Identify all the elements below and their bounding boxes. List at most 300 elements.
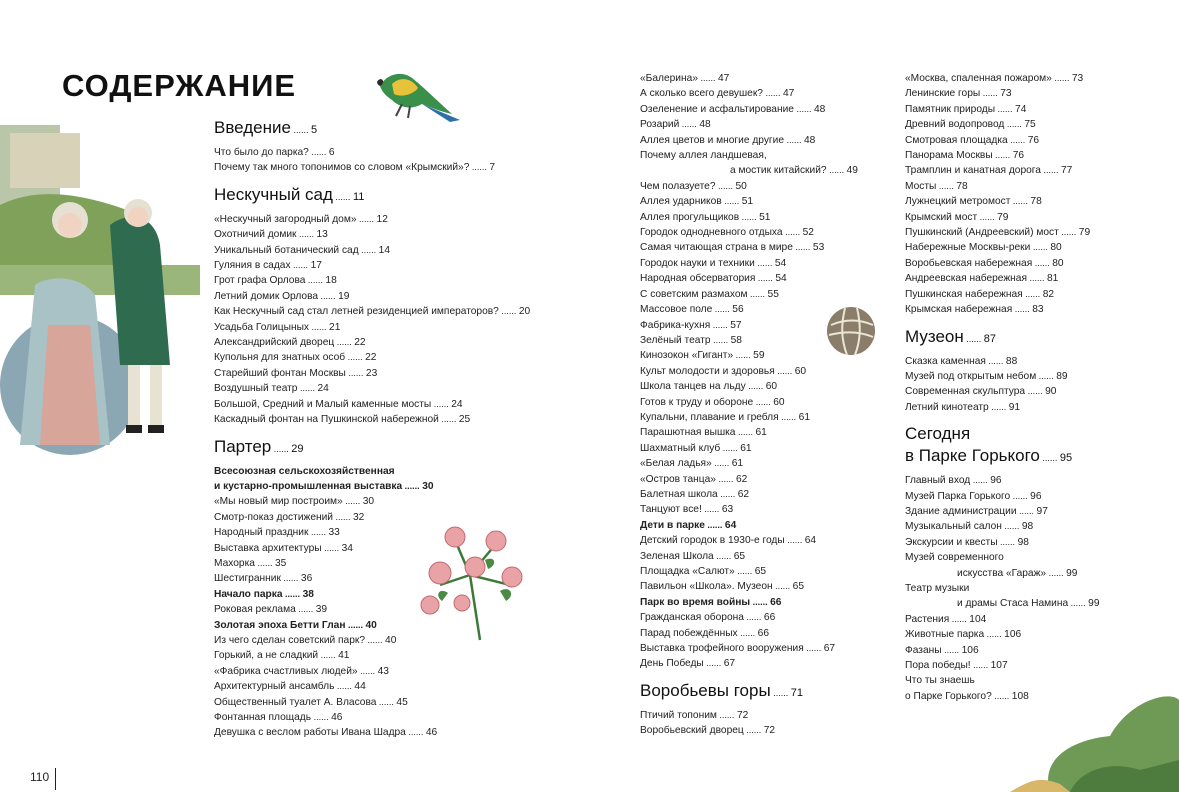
toc-page-number: 57 [730,319,742,331]
toc-page-number: 7 [489,162,496,174]
toc-entry-title: Самая читающая страна в мире [640,242,793,254]
toc-entry [905,179,1155,194]
toc-entry-title: «Мы новый мир построим» [214,496,343,508]
toc-leader: ...... [333,511,354,522]
toc-entry [214,679,574,694]
toc-entry [214,320,574,335]
toc-entry [214,258,574,273]
toc-entry-title: Фазаны [905,644,942,656]
toc-leader: ...... [991,690,1012,701]
toc-entry [905,287,1155,302]
toc-leader: ...... [715,473,736,484]
toc-entry-title: Аллея ударников [640,196,722,208]
toc-entry-title: Культ молодости и здоровья [640,365,775,377]
toc-entry-title: Горький, а не сладкий [214,650,319,662]
couple-in-park-illustration [0,125,200,465]
toc-entry-title: Розарий [640,119,680,131]
toc-leader: ...... [733,350,754,361]
toc-entry-title: Аллея цветов и многие другие [640,134,784,146]
toc-page-number: 67 [723,658,736,670]
toc-entry-title: Что ты знаешь [905,675,975,687]
toc-entry-title: Сказка каменная [905,355,986,367]
toc-leader: ...... [1025,386,1046,397]
toc-entry-title: Из чего сделан советский парк? [214,634,366,646]
toc-leader: ...... [992,150,1013,161]
toc-page-number: 50 [735,180,747,192]
toc-leader: ...... [305,275,326,286]
toc-entry-title: Парад побеждённых [640,627,738,639]
toc-entry [905,473,1155,488]
toc-entry-title: Почему аллея ландшевая, [640,150,767,162]
toc-page-number: 87 [983,332,997,345]
toc-entry [640,102,880,117]
toc-page-number: 82 [1042,288,1055,300]
toc-entry [905,271,1155,286]
toc-page-number: 61 [755,427,767,439]
toc-leader: ...... [710,334,731,345]
toc-entry-title: Парк во время войны [640,596,751,608]
toc-entry-title: Школа танцев на льду [640,381,746,393]
toc-page-number: 98 [1021,521,1034,533]
toc-entry [214,212,574,227]
toc-page-number: 47 [782,88,795,100]
toc-entry-title: Готов к труду и обороне [640,396,754,408]
toc-entry-title: Почему так много топонимов со словом «Крымский»? [214,162,470,174]
toc-leader: ...... [342,496,363,507]
toc-entry-title: Музей под открытым небом [905,370,1037,382]
toc-page-number: 5 [311,124,318,136]
toc-entry [214,602,574,617]
toc-entry [214,571,574,586]
toc-page-number: 60 [765,381,778,393]
toc-entry-title: Андреевская набережная [905,273,1027,285]
toc-page-number: 54 [774,257,787,269]
toc-entry-title: Фонтанная площадь [214,712,312,723]
toc-entry [905,225,1155,240]
toc-entry [905,148,1155,163]
toc-page-number: 54 [775,273,787,285]
toc-entry-title: Древний водопровод [905,119,1005,131]
toc-leader: ...... [936,180,957,191]
toc-page-number: 30 [362,496,375,508]
toc-page-number: 98 [1017,536,1029,548]
toc-entry [640,148,880,163]
toc-entry [905,133,1155,148]
toc-entry [905,240,1155,255]
toc-entry [905,210,1155,225]
toc-leader: ...... [679,119,700,130]
toc-entry [640,163,880,178]
toc-leader: ...... [318,290,339,301]
toc-page-number: 83 [1032,304,1044,316]
toc-entry-title: Птичий топоним [640,709,717,721]
toc-entry [640,379,880,394]
toc-entry [905,102,1155,117]
toc-leader: ...... [356,213,377,224]
toc-entry-title: Шестигранник [214,573,281,585]
toc-leader: ...... [703,658,724,669]
toc-entry-title: Нескучный сад [214,184,333,204]
toc-entry [214,479,574,494]
toc-leader: ...... [711,458,732,469]
toc-page-number: 63 [721,504,734,516]
toc-page-number: 43 [377,665,389,677]
toc-entry-title: Зеленая Школа [640,550,714,562]
toc-entry [640,626,880,641]
toc-entry [905,369,1155,384]
toc-page-number: 99 [1088,598,1100,610]
toc-entry [214,464,574,479]
toc-page-number: 40 [365,619,377,631]
toc-page-number: 21 [329,321,341,333]
toc-entry-title: Воробьевы горы [640,680,771,700]
toc-page-number: 6 [328,147,335,158]
toc-leader: ...... [697,73,718,83]
toc-leader: ...... [438,414,459,425]
toc-page-number: 56 [732,304,744,316]
toc-entry-title: Ленинские горы [905,88,981,100]
toc-entry-title: «Балерина» [640,73,698,84]
toc-leader: ...... [1068,598,1089,609]
toc-page-number: 18 [325,275,337,287]
toc-entry [905,400,1155,415]
toc-leader: ...... [963,333,984,344]
toc-entry [640,179,880,194]
toc-leader: ...... [772,581,793,592]
toc-leader: ...... [739,211,760,222]
toc-leader: ...... [720,442,741,453]
toc-page-number: 48 [804,134,816,146]
toc-entry [905,550,1155,565]
toc-page-number: 59 [753,350,765,362]
toc-section-heading [905,326,1155,350]
toc-entry-title: Введение [214,118,291,137]
toc-leader: ...... [985,355,1006,366]
toc-leader: ...... [980,88,1001,99]
toc-entry [640,240,880,255]
toc-entry-title: искусства «Гараж» [957,567,1047,579]
toc-page-number: 51 [759,211,771,223]
toc-entry [905,489,1155,504]
toc-leader: ...... [721,196,742,207]
toc-entry [640,117,880,132]
toc-entry [214,397,574,412]
toc-page-number: 104 [969,613,987,625]
toc-page-number: 88 [1005,355,1018,367]
toc-entry-title: Растения [905,613,950,625]
toc-leader: ...... [357,665,378,676]
toc-entry [640,364,880,379]
toc-page-number: 62 [735,473,748,485]
toc-entry [640,579,880,594]
toc-entry-title: Дети в парке [640,519,705,531]
toc-entry-title: Александрийский дворец [214,337,335,349]
toc-page-number: 19 [338,290,350,302]
toc-leader: ...... [997,536,1018,547]
toc-page-number: 47 [717,73,730,84]
toc-entry [640,456,880,471]
toc-entry [640,333,880,348]
toc-entry-title: Роковая реклама [214,604,296,616]
toc-page-number: 95 [1059,452,1073,465]
toc-page-number: 13 [316,229,328,241]
toc-entry-title: Что было до парка? [214,147,309,158]
toc-leader: ...... [1004,119,1025,130]
toc-page-number: 72 [763,725,776,737]
toc-entry-title: Выставка трофейного вооружения [640,643,804,655]
toc-leader: ...... [365,634,386,645]
toc-page-number: 74 [1015,103,1027,115]
toc-section-heading [214,184,574,208]
toc-leader: ...... [715,180,736,191]
toc-entry [905,535,1155,550]
toc-entry-title: Усадьба Голицыных [214,321,310,333]
toc-page-number: 22 [365,352,377,364]
toc-leader: ...... [782,227,803,238]
toc-entry-title: Золотая эпоха Бетти Глан [214,619,346,631]
toc-leader: ...... [1026,273,1047,284]
toc-entry-title: Лужнецкий метромост [905,196,1011,208]
toc-section-heading [640,680,880,704]
toc-entry-title: Каскадный фонтан на Пушкинской набережной [214,414,439,426]
toc-entry-title: Гуляния в садах [214,260,291,272]
toc-entry [905,117,1155,132]
toc-entry-title: Шахматный клуб [640,442,721,454]
toc-leader: ...... [745,381,766,392]
toc-page-number: 90 [1045,386,1057,398]
toc-entry [214,556,574,571]
toc-page-number: 48 [699,119,711,131]
toc-leader: ...... [1010,490,1031,501]
toc-page-number: 61 [740,442,752,454]
toc-entry-title: Памятник природы [905,103,996,115]
toc-entry [640,595,880,610]
toc-column-2 [640,71,880,739]
toc-page-number: 65 [733,550,746,562]
toc-page-number: 79 [997,211,1009,223]
toc-page-number: 97 [1036,505,1048,517]
toc-entry [905,689,1155,704]
toc-entry [640,256,880,271]
toc-entry [214,618,574,633]
toc-entry-title: Гражданская оборона [640,612,744,624]
toc-page-number: 65 [792,581,804,593]
toc-entry [214,412,574,427]
toc-leader: ...... [1016,505,1037,516]
toc-page-number: 79 [1078,227,1091,239]
toc-page-number: 61 [731,458,744,470]
toc-entry [214,541,574,556]
toc-entry [640,210,880,225]
toc-page-number: 29 [291,442,304,455]
toc-entry-title: Озеленение и асфальтирование [640,103,794,115]
toc-leader: ...... [754,257,775,268]
toc-page-number: 44 [354,681,366,693]
toc-leader: ...... [984,629,1005,640]
toc-entry-title: Купольня для знатных особ [214,352,346,364]
toc-entry [905,354,1155,369]
toc-entry-title: Крымский мост [905,211,978,223]
toc-entry-title: Павильон «Школа». Музеон [640,581,773,593]
toc-entry [214,160,574,175]
toc-column-3 [905,71,1155,704]
toc-leader: ...... [988,401,1009,412]
toc-page-number: 23 [365,367,378,379]
toc-entry [640,71,880,86]
toc-entry [640,518,880,533]
toc-page-number: 53 [812,242,825,254]
toc-page-number: 71 [790,686,803,699]
toc-entry [214,243,574,258]
toc-leader: ...... [280,573,301,584]
toc-page-number: 41 [338,650,350,662]
toc-leader: ...... [282,588,303,599]
toc-page-number: 106 [961,644,979,656]
toc-entry-title: Купальни, плавание и гребля [640,411,779,423]
toc-entry [640,410,880,425]
toc-leader: ...... [750,596,771,607]
toc-page-number: 11 [352,190,365,203]
toc-page-number: 36 [300,573,313,585]
toc-entry [640,318,880,333]
toc-leader: ...... [469,162,490,173]
toc-leader: ...... [295,604,316,615]
toc-page-number: 72 [736,709,749,721]
page-number: 110 [30,770,50,784]
toc-entry-title: Смотровая площадка [905,134,1008,146]
toc-entry [640,723,880,738]
toc-entry-title: Панорама Москвы [905,150,993,162]
toc-page-number: 52 [802,227,814,239]
toc-entry-title: Народная обсерватория [640,273,756,285]
toc-page-number: 51 [741,196,754,208]
toc-section-heading [214,436,574,460]
toc-entry [905,504,1155,519]
toc-entry [214,525,574,540]
toc-page-number: 39 [315,604,328,616]
toc-page-number: 38 [302,588,314,600]
toc-entry [214,695,574,710]
toc-page-number: 78 [956,180,968,192]
toc-leader: ...... [793,103,814,114]
toc-leader: ...... [1039,453,1060,464]
toc-entry-title: о Парке Горького? [905,690,992,702]
toc-entry-title: Музыкальный салон [905,521,1002,533]
toc-leader: ...... [1051,73,1072,83]
toc-leader: ...... [735,427,756,438]
toc-leader: ...... [1010,196,1031,207]
toc-entry [640,533,880,548]
toc-page-number: 65 [754,566,767,577]
toc-page-number: 58 [730,334,742,346]
toc-entry [905,384,1155,399]
toc-entry [905,643,1155,658]
toc-page-number: 24 [451,398,463,410]
toc-entry-title: Балетная школа [640,488,718,500]
toc-entry [640,425,880,440]
toc-leader: ...... [701,504,722,515]
toc-entry-title: Смотр-показ достижений [214,511,333,523]
toc-entry [905,581,1155,596]
toc-leader: ...... [774,365,795,376]
toc-entry [214,366,574,381]
toc-leader: ...... [1001,521,1022,532]
toc-entry-title: Городок науки и техники [640,257,755,269]
toc-entry-title: и кустарно-промышленная выставка [214,480,403,492]
toc-leader: ...... [970,475,991,486]
toc-leader: ...... [309,321,330,332]
toc-entry-title: Махорка [214,557,255,569]
toc-leader: ...... [941,644,962,655]
toc-entry [214,381,574,396]
toc-entry [640,549,880,564]
toc-entry-title: «Белая ладья» [640,458,712,470]
toc-page-number: 24 [317,383,329,395]
toc-leader: ...... [308,147,329,157]
toc-leader: ...... [334,337,355,348]
toc-page-number: 46 [425,727,438,739]
toc-entry [640,395,880,410]
toc-page-number: 64 [724,519,737,531]
toc-leader: ...... [970,660,991,670]
toc-entry-title: Пушкинский (Андреевский) мост [905,227,1059,239]
toc-page-number: 25 [458,414,471,426]
toc-entry-title: День Победы [640,658,704,670]
toc-leader: ...... [784,134,805,145]
toc-leader: ...... [716,709,737,720]
toc-entry-title: Музеон [905,326,964,346]
toc-entry [905,71,1155,86]
toc-leader: ...... [1036,370,1057,381]
toc-page-number: 96 [1030,490,1042,502]
toc-leader: ...... [1030,242,1051,253]
toc-page-number: 30 [422,480,434,492]
toc-entry-title: Девушка с веслом работы Ивана Шадра [214,727,406,739]
toc-leader: ...... [712,304,733,315]
toc-entry [640,708,880,723]
toc-leader: ...... [753,396,774,407]
toc-page-number: 77 [1060,165,1073,177]
toc-leader: ...... [803,643,824,654]
toc-entry [905,627,1155,642]
toc-entry-title: Пушкинская набережная [905,288,1023,300]
toc-entry-title: Парашютная вышка [640,427,736,439]
toc-page-number: 66 [770,596,782,608]
toc-leader: ...... [737,627,758,638]
toc-page-number: 107 [990,660,1008,671]
toc-entry-title: а мостик китайский? [730,165,827,177]
toc-entry-title: Танцуют все! [640,504,702,516]
toc-leader: ...... [376,696,397,707]
toc-leader: ...... [297,383,318,394]
toc-entry-title: в Парке Горького [905,446,1040,466]
toc-entry-title: С советским размахом [640,288,748,300]
toc-entry [905,596,1155,611]
toc-section-heading [214,117,574,141]
toc-page-number: 61 [798,411,810,423]
toc-leader: ...... [318,650,339,661]
toc-entry-title: Сегодня [905,424,971,444]
toc-entry-title: Большой, Средний и Малый каменные мосты [214,398,432,410]
toc-entry-title: Летний домик Орлова [214,290,319,302]
toc-entry [905,519,1155,534]
toc-page-number: 62 [737,488,750,500]
toc-entry [640,502,880,517]
toc-leader: ...... [308,527,329,538]
toc-page-number: 75 [1024,119,1036,131]
toc-leader: ...... [290,125,311,135]
toc-entry [214,350,574,365]
